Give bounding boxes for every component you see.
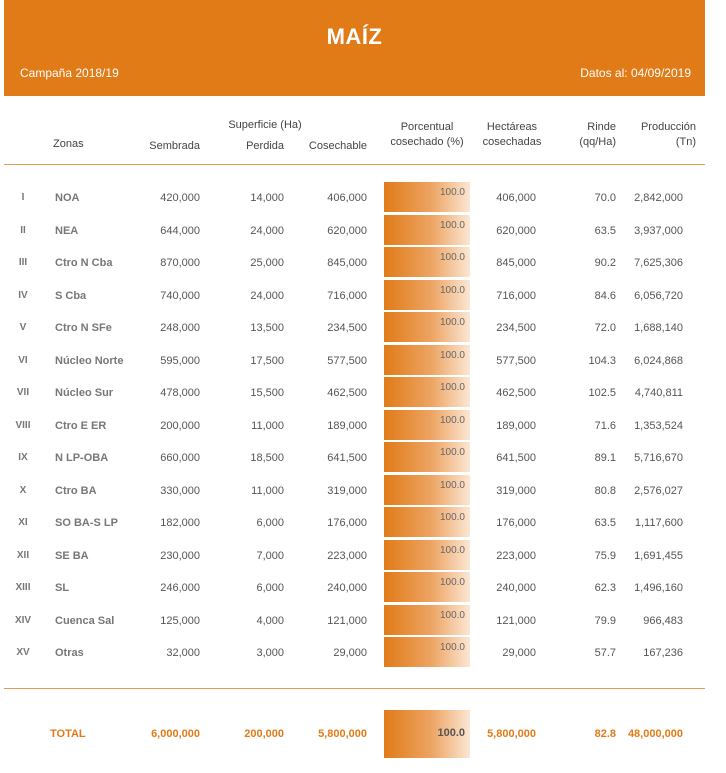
zone-number: XIV	[14, 614, 32, 626]
porcentual-value: 100.0	[439, 544, 465, 556]
porcentual-value: 100.0	[439, 349, 465, 361]
sembrada-value: 200,000	[160, 419, 200, 432]
sembrada-value: 182,000	[160, 517, 200, 529]
perdida-value: 14,000	[250, 192, 284, 204]
zone-number: VIII	[15, 419, 31, 431]
header-rinde-1: Rinde	[587, 121, 616, 133]
header-porcentual-1: Porcentual	[400, 121, 454, 133]
table-row	[0, 605, 726, 638]
hectareas-value: 121,000	[496, 614, 536, 627]
rinde-value: 104.3	[588, 354, 616, 367]
hectareas-value: 620,000	[496, 224, 536, 237]
produccion-value: 3,937,000	[634, 224, 683, 237]
total-cosechable: 5,800,000	[318, 728, 367, 740]
produccion-value: 167,236	[643, 647, 683, 659]
porcentual-bar	[384, 540, 470, 570]
hectareas-value: 234,500	[496, 322, 536, 334]
perdida-value: 4,000	[256, 614, 284, 627]
cosechable-value: 121,000	[327, 614, 367, 627]
rinde-value: 57.7	[594, 647, 616, 659]
produccion-value: 6,024,868	[634, 354, 683, 367]
sembrada-value: 230,000	[160, 549, 200, 562]
header-perdida: Perdida	[246, 140, 284, 152]
porcentual-bar	[384, 280, 470, 310]
table-row	[0, 345, 726, 378]
perdida-value: 18,500	[250, 452, 284, 464]
perdida-value: 17,500	[250, 354, 284, 367]
zone-name: Ctro N Cba	[55, 257, 113, 269]
hectareas-value: 845,000	[496, 257, 536, 269]
perdida-value: 6,000	[256, 517, 284, 529]
hectareas-value: 29,000	[502, 647, 536, 659]
campaign-label: Campaña 2018/19	[20, 66, 119, 80]
table-row	[0, 280, 726, 313]
sembrada-value: 32,000	[166, 647, 200, 659]
table-row	[0, 377, 726, 410]
perdida-value: 24,000	[250, 224, 284, 237]
zone-name: Otras	[55, 647, 84, 659]
zone-name: N LP-OBA	[55, 452, 109, 464]
zone-number: V	[19, 322, 27, 333]
zone-name: Ctro N SFe	[55, 322, 112, 334]
produccion-value: 4,740,811	[634, 387, 683, 399]
zone-name: S Cba	[55, 289, 87, 302]
perdida-value: 11,000	[251, 419, 284, 432]
zone-name: SO BA-S LP	[55, 517, 118, 529]
porcentual-value: 100.0	[439, 447, 465, 458]
rinde-value: 75.9	[594, 549, 616, 562]
porcentual-value: 100.0	[439, 577, 465, 588]
rinde-value: 63.5	[594, 517, 616, 529]
cosechable-value: 716,000	[327, 289, 367, 302]
porcentual-bar	[384, 605, 470, 635]
cosechable-value: 223,000	[327, 549, 367, 562]
header-sembrada: Sembrada	[149, 140, 200, 152]
produccion-value: 5,716,670	[634, 452, 683, 464]
zone-number: XII	[16, 549, 30, 561]
porcentual-value: 100.0	[439, 284, 465, 296]
cosechable-value: 845,000	[327, 257, 367, 269]
sembrada-value: 248,000	[160, 322, 200, 334]
sembrada-value: 330,000	[160, 484, 200, 497]
zone-number: IX	[18, 452, 28, 463]
cosechable-value: 406,000	[327, 192, 367, 204]
perdida-value: 6,000	[256, 582, 284, 594]
cosechable-value: 29,000	[333, 647, 367, 659]
porcentual-value: 100.0	[439, 252, 465, 263]
rinde-value: 89.1	[594, 452, 616, 464]
hectareas-value: 189,000	[496, 419, 536, 432]
header-divider	[4, 164, 705, 165]
produccion-value: 6,056,720	[634, 289, 683, 302]
porcentual-bar	[384, 182, 470, 212]
zone-name: Ctro E ER	[55, 419, 107, 432]
porcentual-value: 100.0	[439, 479, 465, 491]
table-row	[0, 312, 726, 345]
perdida-value: 7,000	[256, 549, 284, 562]
porcentual-value: 100.0	[439, 414, 465, 426]
hectareas-value: 577,500	[496, 354, 536, 367]
sembrada-value: 478,000	[160, 387, 200, 399]
perdida-value: 3,000	[256, 647, 284, 659]
perdida-value: 15,500	[250, 387, 284, 399]
porcentual-bar	[384, 345, 470, 375]
zone-number: III	[18, 257, 28, 268]
sembrada-value: 870,000	[160, 257, 200, 269]
rinde-value: 90.2	[594, 257, 616, 269]
total-porcentual-bar	[384, 710, 470, 758]
table-row	[0, 410, 726, 443]
total-hectareas: 5,800,000	[487, 728, 536, 740]
zone-number: XI	[18, 517, 28, 528]
total-divider	[4, 688, 705, 689]
produccion-value: 2,576,027	[634, 484, 683, 497]
header-hectareas-1: Hectáreas	[486, 121, 538, 133]
sembrada-value: 644,000	[160, 224, 200, 237]
produccion-value: 1,117,600	[634, 517, 683, 529]
hectareas-value: 240,000	[496, 582, 536, 594]
zone-name: SL	[55, 582, 70, 594]
zone-number: VI	[18, 354, 28, 366]
porcentual-value: 100.0	[439, 219, 465, 231]
table-row	[0, 182, 726, 215]
porcentual-bar	[384, 637, 470, 667]
rinde-value: 63.5	[594, 224, 616, 237]
title-banner	[4, 0, 705, 96]
sembrada-value: 740,000	[160, 289, 200, 302]
porcentual-value: 100.0	[439, 512, 465, 523]
header-cosechable: Cosechable	[308, 140, 367, 152]
cosechable-value: 234,500	[327, 322, 367, 334]
table-row	[0, 637, 726, 670]
cosechable-value: 462,500	[327, 387, 367, 399]
produccion-value: 1,353,524	[634, 419, 683, 432]
cosechable-value: 240,000	[327, 582, 367, 594]
cosechable-value: 319,000	[327, 484, 367, 497]
sembrada-value: 125,000	[160, 614, 200, 627]
perdida-value: 11,000	[251, 484, 284, 497]
total-porcentual-value: 100.0	[437, 727, 465, 739]
zone-number: XV	[16, 647, 30, 658]
rinde-value: 79.9	[594, 614, 616, 627]
zone-name: NOA	[55, 192, 80, 204]
sembrada-value: 246,000	[160, 582, 200, 594]
zone-number: I	[21, 192, 25, 203]
table-row	[0, 540, 726, 573]
porcentual-value: 100.0	[439, 642, 465, 653]
hectareas-value: 406,000	[496, 192, 536, 204]
zone-number: VII	[16, 387, 30, 398]
rinde-value: 70.0	[594, 192, 616, 204]
zone-name: Núcleo Norte	[55, 354, 124, 367]
produccion-value: 1,691,455	[634, 549, 683, 562]
porcentual-bar	[384, 507, 470, 537]
zone-number: IV	[18, 289, 28, 301]
cosechable-value: 641,500	[327, 452, 367, 464]
porcentual-value: 100.0	[439, 187, 465, 198]
table-row	[0, 507, 726, 540]
hectareas-value: 176,000	[496, 517, 536, 529]
porcentual-value: 100.0	[439, 317, 465, 328]
hectareas-value: 462,500	[496, 387, 536, 399]
zone-number: XIII	[15, 582, 31, 593]
header-produccion-2: (Tn)	[675, 136, 696, 148]
cosechable-value: 620,000	[327, 224, 367, 237]
produccion-value: 966,483	[643, 614, 683, 627]
total-perdida: 200,000	[244, 728, 284, 740]
porcentual-value: 100.0	[439, 382, 465, 393]
sembrada-value: 660,000	[160, 452, 200, 464]
hectareas-value: 641,500	[496, 452, 536, 464]
table-row	[0, 215, 726, 248]
header-hectareas-2: cosechadas	[482, 136, 542, 148]
zone-name: NEA	[55, 224, 79, 237]
produccion-value: 1,688,140	[634, 322, 683, 334]
total-sembrada: 6,000,000	[151, 728, 200, 740]
table-row	[0, 247, 726, 280]
porcentual-bar	[384, 572, 470, 602]
data-date-label: Datos al: 04/09/2019	[580, 66, 691, 80]
table-row	[0, 442, 726, 475]
rinde-value: 80.8	[594, 484, 616, 497]
produccion-value: 2,842,000	[634, 192, 683, 204]
perdida-value: 24,000	[250, 289, 284, 302]
hectareas-value: 716,000	[496, 289, 536, 302]
porcentual-bar	[384, 442, 470, 472]
produccion-value: 7,625,306	[634, 257, 683, 269]
rinde-value: 84.6	[594, 289, 616, 302]
total-rinde: 82.8	[594, 728, 616, 740]
header-produccion-1: Producción	[640, 121, 696, 133]
porcentual-bar	[384, 247, 470, 277]
rinde-value: 71.6	[594, 419, 616, 432]
total-produccion: 48,000,000	[627, 728, 683, 740]
zone-name: Cuenca Sal	[55, 614, 115, 627]
sembrada-value: 420,000	[160, 192, 200, 204]
hectareas-value: 223,000	[496, 549, 536, 562]
porcentual-bar	[384, 377, 470, 407]
zone-number: X	[19, 484, 27, 496]
rinde-value: 72.0	[594, 322, 616, 334]
table-body	[0, 182, 726, 670]
header-superficie: Superficie (Ha)	[228, 119, 302, 131]
porcentual-bar	[384, 475, 470, 505]
perdida-value: 13,500	[250, 322, 284, 334]
produccion-value: 1,496,160	[634, 582, 683, 594]
total-row	[0, 710, 726, 758]
hectareas-value: 319,000	[496, 484, 536, 497]
rinde-value: 102.5	[588, 387, 616, 399]
zone-name: Ctro BA	[55, 484, 97, 497]
porcentual-bar	[384, 312, 470, 342]
zone-name: SE BA	[55, 549, 89, 562]
porcentual-bar	[384, 215, 470, 245]
cosechable-value: 176,000	[327, 517, 367, 529]
table-row	[0, 475, 726, 508]
zone-name: Núcleo Sur	[55, 387, 114, 399]
rinde-value: 62.3	[594, 582, 616, 594]
porcentual-value: 100.0	[439, 609, 465, 621]
header-zonas: Zonas	[53, 138, 84, 150]
header-rinde-2: (qq/Ha)	[579, 136, 616, 148]
header-porcentual-2: cosechado (%)	[390, 136, 464, 148]
table-row	[0, 572, 726, 605]
perdida-value: 25,000	[250, 257, 284, 269]
zone-number: II	[20, 224, 26, 236]
page-title: MAÍZ	[326, 24, 383, 49]
porcentual-bar	[384, 410, 470, 440]
cosechable-value: 189,000	[327, 419, 367, 432]
cosechable-value: 577,500	[327, 354, 367, 367]
total-label: TOTAL	[50, 728, 86, 740]
sembrada-value: 595,000	[160, 354, 200, 367]
